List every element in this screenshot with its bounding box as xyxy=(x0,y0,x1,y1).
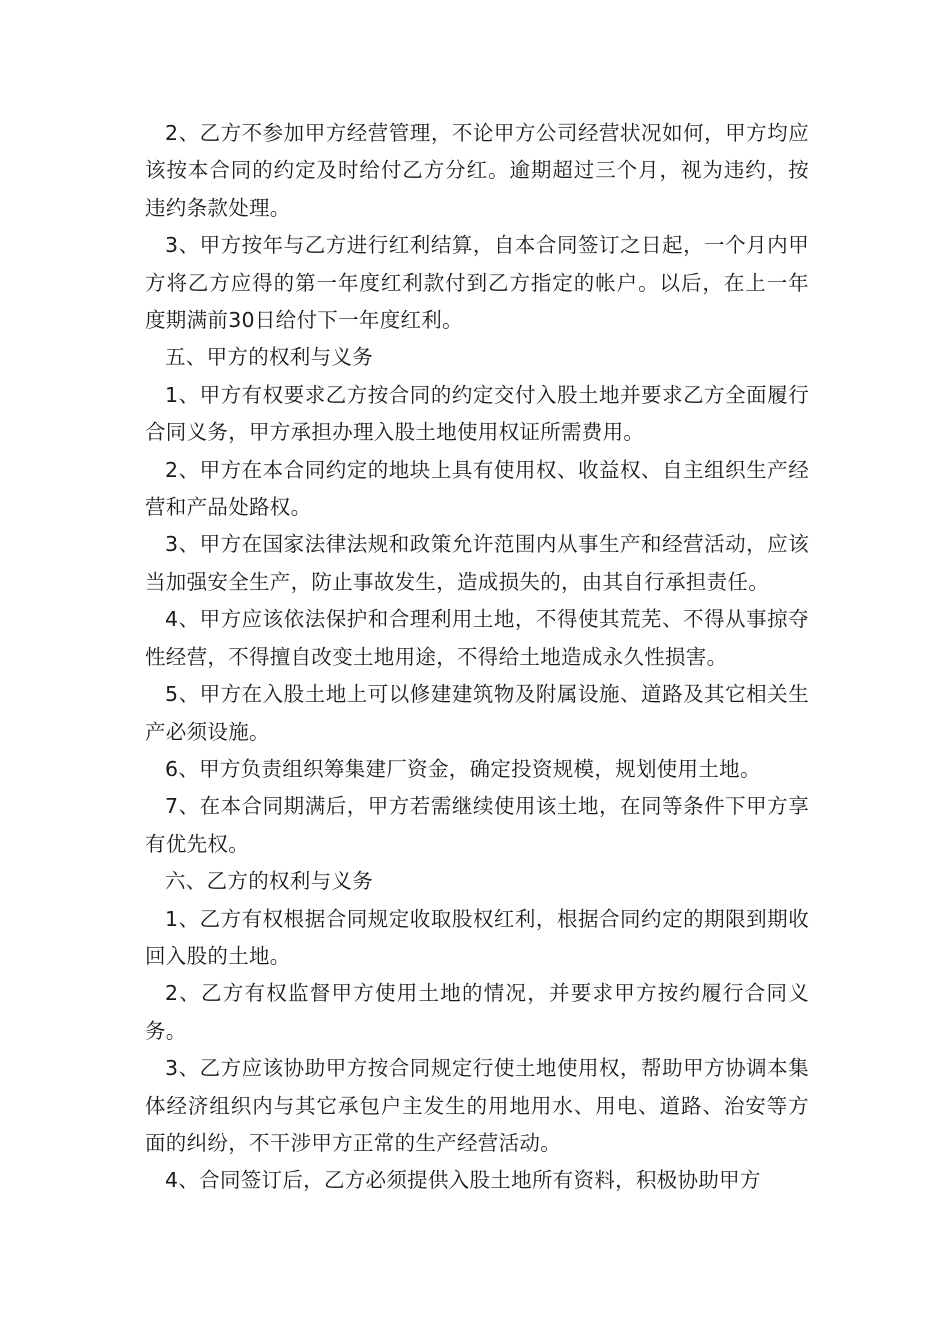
clause-5-2: 2、甲方在本合同约定的地块上具有使用权、收益权、自主组织生产经营和产品处路权。 xyxy=(145,457,809,520)
clause-5-4: 4、甲方应该依法保护和合理利用土地，不得使其荒芜、不得从事掠夺性经营，不得擅自改变土地用途，不得给土地造成永久性损害。 xyxy=(145,607,809,669)
clause-5-3: 3、甲方在国家法律法规和政策允许范围内从事生产和经营活动，应该当加强安全生产，防止事故发生，造成损失的，由其自行承担责任。 xyxy=(145,532,809,594)
clause-6-3: 3、乙方应该协助甲方按合同规定行使土地使用权，帮助甲方协调本集体经济组织内与其它承包户主发生的用地用水、用电、道路、治安等方面的纠纷，不干涉甲方正常的生产经营活动。 xyxy=(145,1056,809,1155)
section-heading-5: 五、甲方的权利与义务 xyxy=(165,345,373,370)
clause-5-5: 5、甲方在入股土地上可以修建建筑物及附属设施、道路及其它相关生产必须设施。 xyxy=(145,682,809,744)
clause-4-2: 2、乙方不参加甲方经营管理，不论甲方公司经营状况如何，甲方均应该按本合同的约定及时给付乙方分红。逾期超过三个月，视为违约，按违约条款处理。 xyxy=(145,121,809,220)
clause-5-1: 1、甲方有权要求乙方按合同的约定交付入股土地并要求乙方全面履行合同义务，甲方承担办理入股土地使用权证所需费用。 xyxy=(145,382,809,445)
clause-5-7: 7、在本合同期满后，甲方若需继续使用该土地，在同等条件下甲方享有优先权。 xyxy=(145,794,809,856)
clause-4-3: 3、甲方按年与乙方进行红利结算，自本合同签订之日起，一个月内甲方将乙方应得的第一年度红利款付到乙方指定的帐户。以后，在上一年度期满前30日给付下一年度红利。 xyxy=(145,233,809,333)
clause-5-6: 6、甲方负责组织筹集建厂资金，确定投资规模，规划使用土地。 xyxy=(165,756,761,781)
section-heading-6: 六、乙方的权利与义务 xyxy=(165,869,373,894)
document-body xyxy=(145,115,809,1200)
clause-6-1: 1、乙方有权根据合同规定收取股权红利，根据合同约定的期限到期收回入股的土地。 xyxy=(145,906,809,968)
clause-6-4: 4、合同签订后，乙方必须提供入股土地所有资料，积极协助甲方 xyxy=(165,1168,761,1193)
clause-6-2: 2、乙方有权监督甲方使用土地的情况，并要求甲方按约履行合同义务。 xyxy=(145,981,809,1043)
